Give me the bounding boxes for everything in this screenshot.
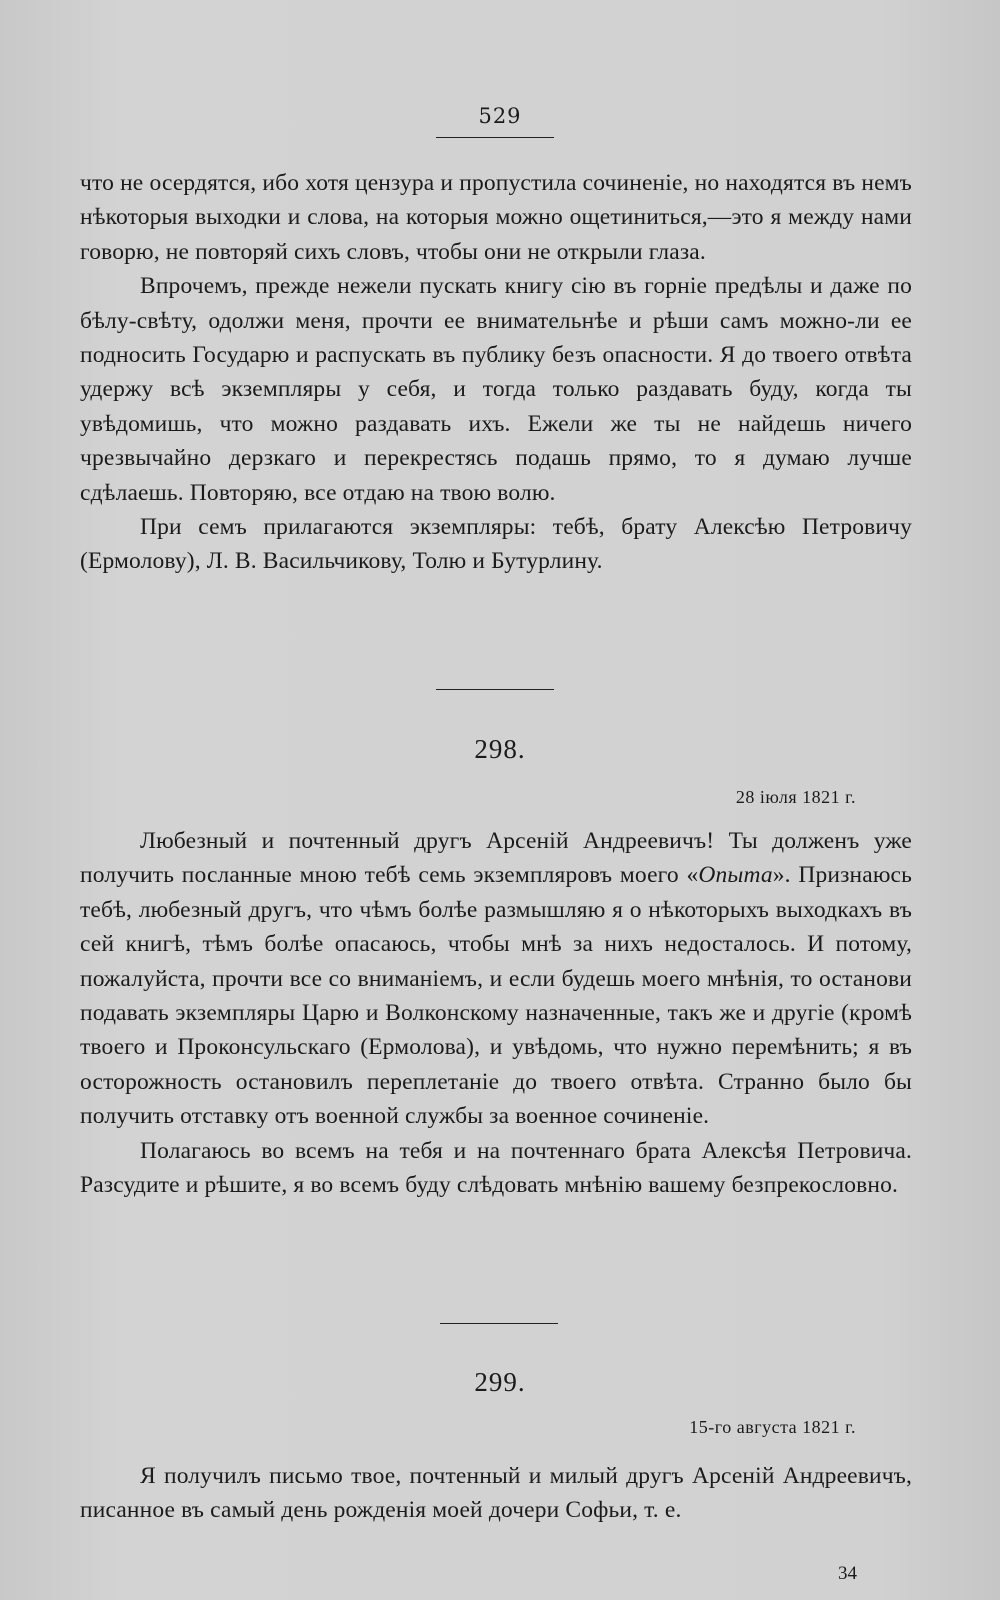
paragraph: что не осердятся, ибо хотя цензура и пропустила сочиненіе, но находятся въ немъ нѣкоторыя выходки и слова, на которыя можно ощетиниться,—это я между нами говорю, не повторяй сихъ словъ, чтобы они не открыли глаза. — [80, 170, 912, 265]
italic-title: Опыта — [698, 862, 773, 889]
section-divider — [436, 689, 554, 690]
paragraph-text: Любезный и почтенный другъ Арсеній Андреевичъ! Ты долженъ уже получить посланные мною тебѣ семь экземпляровъ моего « — [80, 828, 912, 889]
paragraph: Полагаюсь во всемъ на тебя и на почтеннаго брата Алексѣя Петровича. Разсудите и рѣшите, я во всемъ буду слѣдовать мнѣнію вашему безпрекословно. — [80, 1137, 912, 1199]
signature-mark: 34 — [838, 1563, 857, 1584]
paragraph: При семъ прилагаются экземпляры: тебѣ, брату Алексѣю Петровичу (Ермолову), Л. В. Васильчикову, Толю и Бутурлину. — [80, 514, 912, 575]
letter-date-299: 15-го августа 1821 г. — [689, 1417, 856, 1437]
paragraph-text: ». Признаюсь тебѣ, любезный другъ, что чѣмъ болѣе размышляю я о нѣкоторыхъ выходкахъ въ сей книгѣ, тѣмъ болѣе опасаюсь, чтобы мнѣ за нихъ недосталось. И потому, пожалуйста, прочти все со вниманіемъ, и если будешь моего мнѣнія, то останови подавать экземпляры Царю и Волконскому назначенные, такъ же и другіе (кромѣ твоего и Проконсульскаго (Ермолова), и увѣдомь, что нужно перемѣнить; я въ осторожность остановилъ переплетаніе до твоего отвѣта. Странно было бы получить отставку отъ военной службы за военное сочиненіе. — [80, 862, 913, 1130]
paragraph: Впрочемъ, прежде нежели пускать книгу сію въ горніе предѣлы и даже по бѣлу-свѣту, одолжи меня, прочти ее внимательнѣе и рѣши самъ можно-ли ее подносить Государю и распускать въ публику безъ опасности. Я до твоего отвѣта удержу всѣ экземпляры у себя, и тогда только раздавать буду, когда ты увѣдомишь, что можно раздавать ихъ. Ежели же ты не найдешь ничего чрезвычайно дерзкаго и перекрестясь подашь прямо, то я думаю лучше сдѣлаешь. Повторяю, все отдаю на твою волю. — [80, 273, 912, 506]
letter-number-298: 298. — [474, 734, 526, 764]
page-number: 529 — [478, 104, 522, 128]
letter-number-299: 299. — [474, 1367, 526, 1397]
letter-297-continuation — [80, 166, 912, 579]
letter-date-298: 28 іюля 1821 г. — [735, 787, 856, 807]
letter-299-body — [80, 1459, 912, 1528]
header-rule — [436, 137, 554, 138]
letter-298-body — [80, 824, 912, 1202]
paragraph: Я получилъ письмо твое, почтенный и милый другъ Арсеній Андреевичъ, писанное въ самый день рожденія моей дочери Софьи, т. е. — [80, 1463, 912, 1524]
paragraph — [80, 824, 912, 1134]
section-divider — [440, 1323, 558, 1324]
